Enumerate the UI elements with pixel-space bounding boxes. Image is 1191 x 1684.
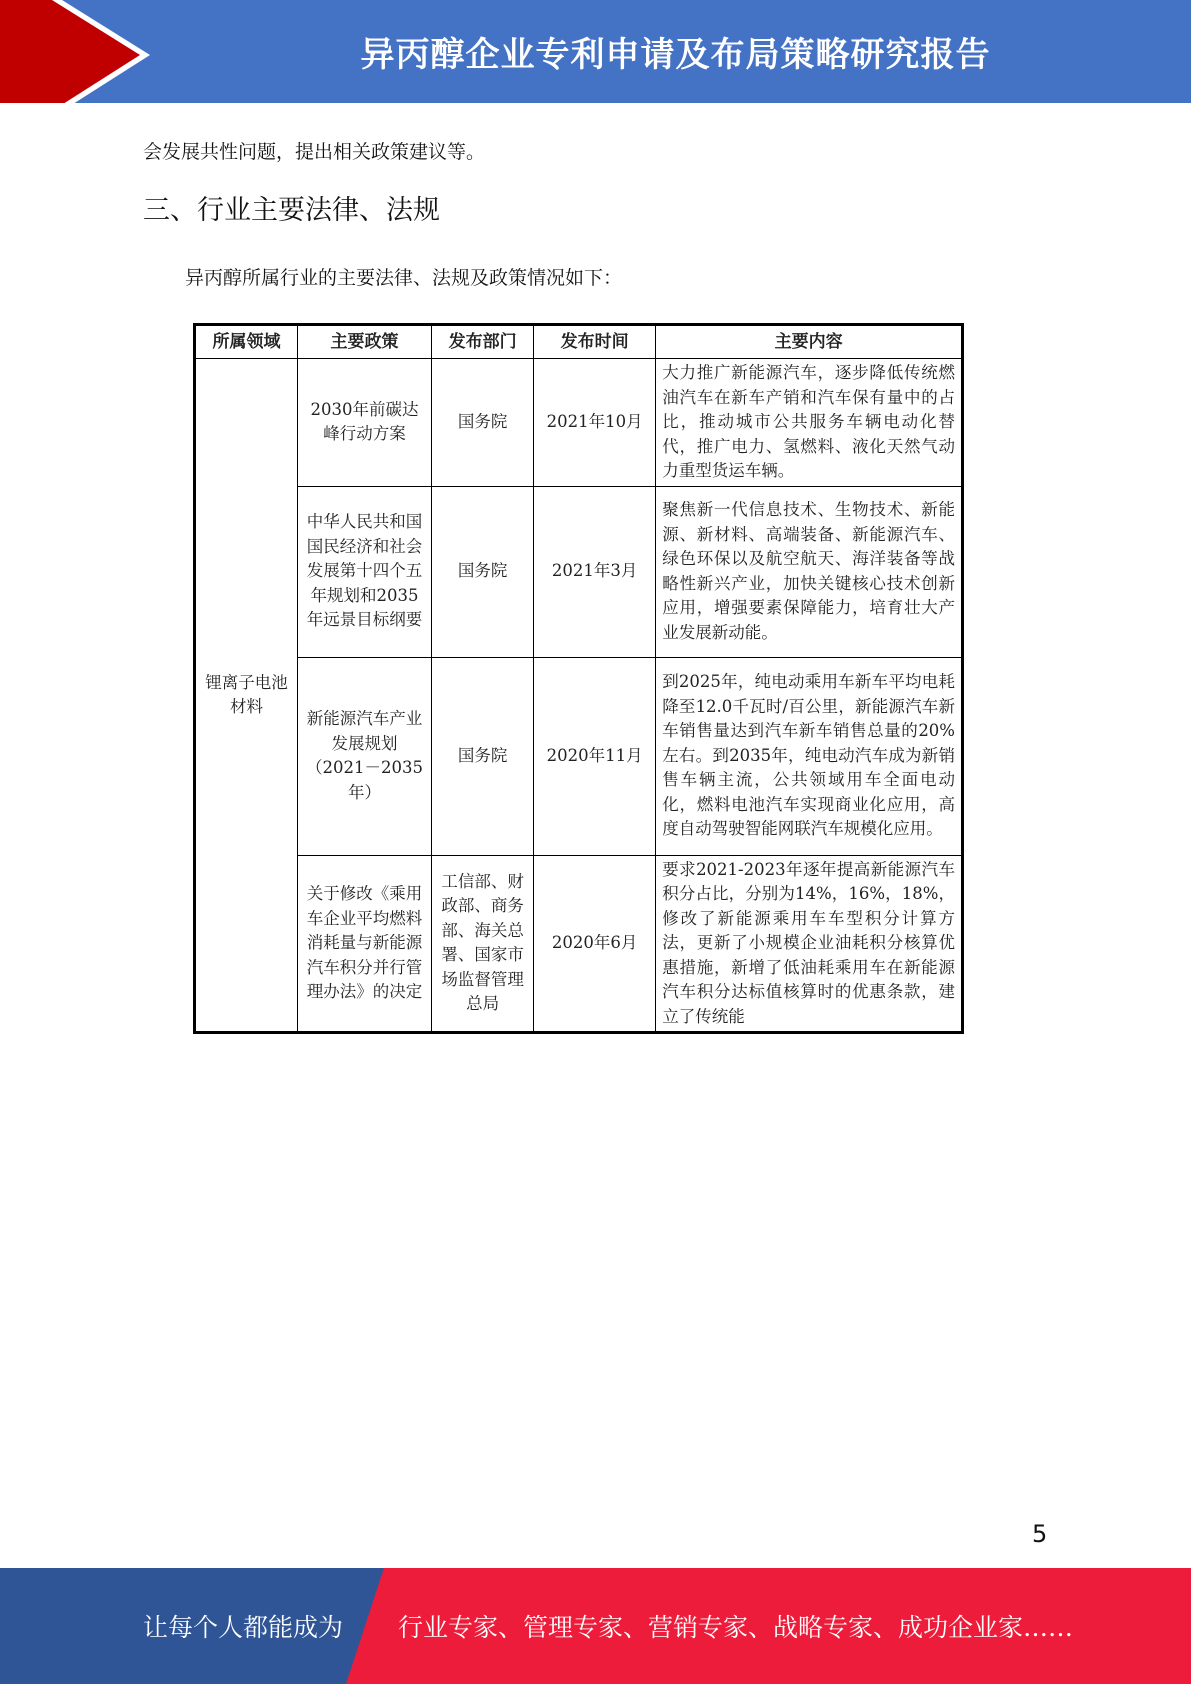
date-cell: 2021年3月 <box>534 486 656 657</box>
content-cell: 聚焦新一代信息技术、生物技术、新能源、新材料、高端装备、新能源汽车、绿色环保以及航空航天、海洋装备等战略性新兴产业，加快关键核心技术创新应用，增强要素保障能力，培育壮大产业发展新动能。 <box>656 486 963 657</box>
page-header <box>0 0 1191 111</box>
policy-table <box>193 323 964 1034</box>
table-row <box>195 657 963 855</box>
section-heading: 三、行业主要法律、法规 <box>143 195 440 226</box>
policy-cell: 关于修改《乘用车企业平均燃料消耗量与新能源汽车积分并行管理办法》的决定 <box>297 855 431 1033</box>
dept-cell: 国务院 <box>432 657 534 855</box>
page-number: 5 <box>1032 1520 1048 1548</box>
policy-cell: 新能源汽车产业发展规划（2021－2035年） <box>297 657 431 855</box>
footer-slogan-right: 行业专家、管理专家、营销专家、战略专家、成功企业家…… <box>398 1613 1074 1642</box>
table-row <box>195 486 963 657</box>
dept-cell: 国务院 <box>432 486 534 657</box>
column-header: 发布部门 <box>432 325 534 359</box>
content-cell: 要求2021-2023年逐年提高新能源汽车积分占比，分别为14%，16%，18%，修改了新能源乘用车车型积分计算方法，更新了小规模企业油耗积分核算优惠措施，新增了低油耗乘用车在新能源汽车积分达标值核算时的优惠条款，建立了传统能 <box>656 855 963 1033</box>
column-header: 主要政策 <box>297 325 431 359</box>
table-header-row <box>195 325 963 359</box>
dept-cell: 国务院 <box>432 359 534 487</box>
policy-cell: 2030年前碳达峰行动方案 <box>297 359 431 487</box>
dept-cell: 工信部、财政部、商务部、海关总署、国家市场监督管理总局 <box>432 855 534 1033</box>
date-cell: 2020年6月 <box>534 855 656 1033</box>
content-cell: 大力推广新能源汽车，逐步降低传统燃油汽车在新车产销和汽车保有量中的占比，推动城市公共服务车辆电动化替代，推广电力、氢燃料、液化天然气动力重型货运车辆。 <box>656 359 963 487</box>
page-footer <box>0 1568 1191 1684</box>
document-title: 异丙醇企业专利申请及布局策略研究报告 <box>360 35 991 75</box>
column-header: 所属领域 <box>195 325 298 359</box>
table-row <box>195 855 963 1033</box>
date-cell: 2021年10月 <box>534 359 656 487</box>
field-cell: 锂离子电池材料 <box>195 359 298 1033</box>
footer-slogan-left: 让每个人都能成为 <box>143 1613 344 1642</box>
body-paragraph: 异丙醇所属行业的主要法律、法规及政策情况如下： <box>185 267 623 289</box>
table-row <box>195 359 963 487</box>
policy-cell: 中华人民共和国国民经济和社会发展第十四个五年规划和2035年远景目标纲要 <box>297 486 431 657</box>
content-cell: 到2025年，纯电动乘用车新车平均电耗降至12.0千瓦时/百公里，新能源汽车新车销售量达到汽车新车销售总量的20%左右。到2035年，纯电动汽车成为新销售车辆主流，公共领域用车全面电动化，燃料电池汽车实现商业化应用，高度自动驾驶智能网联汽车规模化应用。 <box>656 657 963 855</box>
body-paragraph: 会发展共性问题，提出相关政策建议等。 <box>143 141 486 163</box>
column-header: 发布时间 <box>534 325 656 359</box>
column-header: 主要内容 <box>656 325 963 359</box>
date-cell: 2020年11月 <box>534 657 656 855</box>
